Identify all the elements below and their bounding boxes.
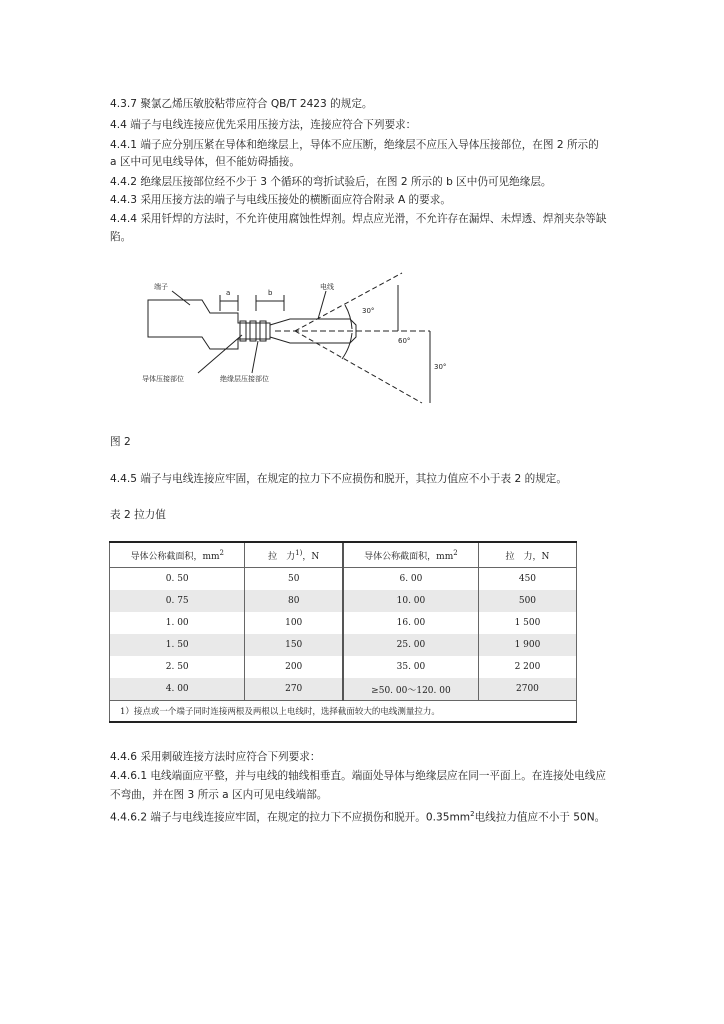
cell-force-1: 80 <box>245 590 343 612</box>
paragraph-4-4-6-2: 4.4.6.2 端子与电线连接应牢固，在规定的拉力下不应损伤和脱开。$0.35mm^2$电线拉力值应不小于 50N。 <box>110 810 606 824</box>
cell-force-1: 270 <box>245 678 343 701</box>
paragraph-4-4-6-1-line1: 4.4.6.1 电线端面应平整，并与电线的轴线相垂直。端面处导体与绝缘层应在同一平面上。在连接处电线应 <box>110 770 606 782</box>
cell-area-2: 6. 00 <box>343 568 478 591</box>
paragraph-4-4-2: 4.4.2 绝缘层压接部位经不少于 3 个循环的弯折试验后，在图 2 所示的 b 区中仍可见绝缘层。 <box>110 176 552 188</box>
dimension-b-label: b <box>268 289 273 297</box>
cell-area-1: 2. 50 <box>110 656 245 678</box>
table-row <box>110 612 577 634</box>
table-row <box>110 634 577 656</box>
cell-area-2: 25. 00 <box>343 634 478 656</box>
angle-bottom-label: 30° <box>434 363 447 371</box>
cell-force-2: 500 <box>478 590 576 612</box>
cell-area-1: 0. 50 <box>110 568 245 591</box>
paragraph-4-4-4-line1: 4.4.4 采用钎焊的方法时，不允许使用腐蚀性焊剂。焊点应光滑，不允许存在漏焊、未焊透、焊剂夹杂等缺 <box>110 213 607 225</box>
dimension-a-label: a <box>226 289 231 297</box>
cell-area-1: 0. 75 <box>110 590 245 612</box>
cell-force-1: 200 <box>245 656 343 678</box>
insulation-crimp-label: 绝缘层压接部位 <box>220 375 269 383</box>
figure-caption: 图 2 <box>110 436 131 448</box>
conductor-crimp-label: 导体压接部位 <box>142 375 184 383</box>
paragraph-4-3-7: 4.3.7 聚氯乙烯压敏胶粘带应符合 QB/T 2423 的规定。 <box>110 98 373 110</box>
paragraph-4-4-5: 4.4.5 端子与电线连接应牢固，在规定的拉力下不应损伤和脱开，其拉力值应不小于表 2 的规定。 <box>110 473 567 485</box>
insulation-crimp-band-2 <box>260 321 266 341</box>
paragraph-4-4-4-line2: 陷。 <box>110 231 132 243</box>
paragraph-4-4-1-line1: 4.4.1 端子应分别压紧在导体和绝缘层上，导体不应压断，绝缘层不应压入导体压接部位，在图 2 所示的 <box>110 139 599 151</box>
cell-area-2: 10. 00 <box>343 590 478 612</box>
insulation-crimp-band-1 <box>250 321 256 341</box>
crimp-diagram-svg <box>140 265 460 415</box>
conductor-crimp-band <box>240 321 246 341</box>
cell-area-1: 1. 00 <box>110 612 245 634</box>
table-row <box>110 678 577 701</box>
table-row <box>110 656 577 678</box>
cell-force-2: 450 <box>478 568 576 591</box>
cell-force-2: 2700 <box>478 678 576 701</box>
table-row <box>110 590 577 612</box>
table-row <box>110 568 577 591</box>
cell-area-2: ≥50. 00～120. 00 <box>343 678 478 701</box>
terminal-label: 端子 <box>154 283 168 291</box>
cell-area-2: 16. 00 <box>343 612 478 634</box>
wire-label: 电线 <box>320 283 334 291</box>
tension-table <box>109 541 577 723</box>
cell-force-2: 1 500 <box>478 612 576 634</box>
cell-force-1: 100 <box>245 612 343 634</box>
paragraph-4-4: 4.4 端子与电线连接应优先采用压接方法，连接应符合下列要求： <box>110 119 417 131</box>
header-area-1: 导体公称截面积，$mm^2$ <box>110 542 245 568</box>
paragraph-4-4-1-line2: a 区中可见电线导体，但不能妨碍插接。 <box>110 156 300 168</box>
cell-force-1: 150 <box>245 634 343 656</box>
cell-area-2: 35. 00 <box>343 656 478 678</box>
angle-top-label: 30° <box>362 307 375 315</box>
angle-mid-label: 60° <box>398 337 411 345</box>
cell-force-2: 2 200 <box>478 656 576 678</box>
header-force-2: 拉 力，N <box>478 542 576 568</box>
header-force-1: 拉 力$^{1)}$，N <box>245 542 343 568</box>
table-note: 1）接点或一个端子同时连接两根及两根以上电线时，选择截面较大的电线测量拉力。 <box>110 701 577 723</box>
cell-force-2: 1 900 <box>478 634 576 656</box>
table-note-row <box>110 701 577 723</box>
paragraph-4-4-3: 4.4.3 采用压接方法的端子与电线压接处的横断面应符合附录 A 的要求。 <box>110 194 451 206</box>
table-header-row <box>110 542 577 568</box>
paragraph-4-4-6-1-line2: 不弯曲，并在图 3 所示 a 区内可见电线端部。 <box>110 789 328 801</box>
cell-area-1: 4. 00 <box>110 678 245 701</box>
cell-force-1: 50 <box>245 568 343 591</box>
terminal-body <box>148 300 270 349</box>
paragraph-4-4-6: 4.4.6 采用刺破连接方法时应符合下列要求： <box>110 751 321 763</box>
cell-area-1: 1. 50 <box>110 634 245 656</box>
header-area-2: 导体公称截面积，$mm^2$ <box>343 542 478 568</box>
table-caption: 表 2 拉力值 <box>110 509 166 521</box>
figure-2-crimp-diagram <box>140 265 460 415</box>
